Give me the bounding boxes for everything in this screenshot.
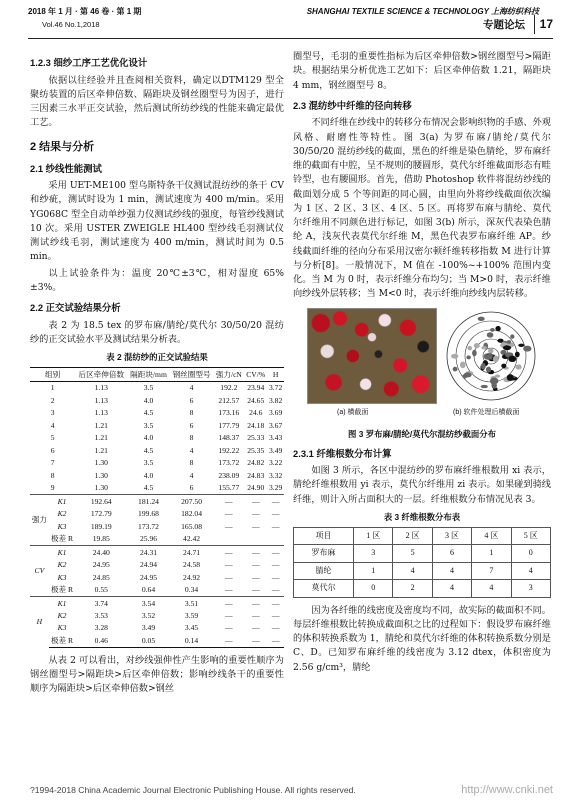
- table-2-cell: 3.29: [268, 483, 283, 493]
- table-3-cell: 7: [472, 562, 511, 579]
- table-2-cell: K3: [57, 521, 67, 531]
- table-2-cell: 1.30: [94, 470, 108, 480]
- page-header: [28, 6, 553, 36]
- left-column: [30, 50, 284, 699]
- table-2-cell: 3.5: [143, 420, 154, 430]
- table-2-cell: 24.58: [183, 560, 201, 570]
- table-2-cell: 192.22: [218, 445, 240, 455]
- table-2-cell: 5: [50, 433, 55, 443]
- table-3-cell: 6: [432, 545, 471, 562]
- table-2-cell: 172.79: [90, 509, 112, 519]
- table-2-cell: 3.52: [141, 611, 156, 620]
- volume-info: Vol.46 No.1,2018: [42, 20, 100, 29]
- table-2-cell: —: [225, 509, 233, 519]
- table-3-cell: 4 区: [472, 527, 511, 544]
- section-1-2-3-text: 依据以往经验并且查阅相关资料，确定以DTM129 型全聚纺装置的后区牵伸倍数、隔距块及钢丝圈型号为因子，进行三因素三水平正交试验，然后测试所纺纱线的性能来确定最优工艺。: [30, 74, 284, 129]
- section-2-title: 2 结果与分析: [30, 140, 95, 153]
- table-2-cell: 4: [189, 445, 194, 455]
- table-2-row: [30, 508, 284, 520]
- table-2-cell: 24.90: [247, 483, 265, 493]
- table-2-cell: 3.74: [75, 597, 127, 610]
- table-2-cell: —: [251, 509, 260, 519]
- table-2-cell: —: [244, 495, 267, 508]
- table-2-cell: —: [267, 597, 284, 610]
- table-2-cell: 3.72: [268, 383, 283, 393]
- table-2-cell: 6: [189, 483, 194, 493]
- table-2-cell: 8: [189, 458, 194, 468]
- table-2-cell: —: [244, 546, 267, 559]
- table-2-cell: 4.0: [143, 470, 154, 480]
- table-3-cell: 0: [354, 580, 393, 597]
- table-2-cell: 9: [50, 483, 55, 493]
- table-2-cell: 极差 R: [49, 634, 75, 647]
- table-3-cell: 5: [393, 545, 432, 562]
- table-2-row: [30, 469, 284, 481]
- table-2-cell: 3.43: [268, 433, 283, 443]
- table-2-cell: 极差 R: [50, 534, 74, 544]
- table-2-cell: —: [271, 572, 280, 582]
- table-2-cell: 24.18: [247, 420, 265, 430]
- table-2-header-cell: 强力/cN: [213, 368, 244, 381]
- table-2-body: [30, 381, 284, 647]
- table-2-cell: 0.34: [184, 585, 199, 595]
- section-2-3-1-text-2: 因为各纤维的线密度及密度均不同，故实际的截面积不同。每层纤维根数比转换成截面积之比的过程如下：假设罗布麻纤维的体积转换系数为 1，腈纶和莫代尔纤维的体积转换系数分别是 C、D。已知罗布麻纤维的线密度为 3.12 dtex，体积密度为 2.56 g/cm³，腈纶: [293, 604, 551, 673]
- figure-3: [293, 308, 551, 426]
- table-2-row: [30, 495, 284, 508]
- table-2-cell: 199.68: [138, 509, 159, 519]
- table-2-cell: 1.21: [94, 445, 108, 455]
- table-2-cell: —: [244, 597, 267, 610]
- table-2-cell: 189.19: [90, 521, 112, 531]
- figure-3a-caption: (a) 横截面: [337, 408, 369, 416]
- table-2-cell: —: [225, 560, 233, 570]
- table-2-row: [30, 610, 284, 622]
- table-2-cell: 173.72: [218, 458, 240, 468]
- table-2-cell: 3.28: [94, 623, 108, 633]
- table-3-cell: 1: [472, 545, 511, 562]
- table-2-cell: 8: [189, 408, 194, 418]
- table-2-cell: —: [271, 560, 280, 570]
- processed-cross-section-image: [443, 308, 539, 404]
- table-3-cell: 3 区: [432, 527, 471, 544]
- table-2-cell: 3.5: [143, 383, 154, 393]
- table-2-cell: —: [271, 521, 280, 531]
- table-2-cell: 0.46: [75, 634, 127, 647]
- table-2-cell: 3.22: [268, 458, 283, 468]
- section-2-1-text-1: 采用 UET-ME100 型乌斯特条干仪测试混纺纱的条干 CV 和纱疵，测试时设为 1 min，测试速度为 400 m/min。采用 YG068C 型全自动单纱强力仪测试纱线的强度，每管纱线测试 10 次。采用 USTER ZWEIGLE HL400 型纱线毛羽测试仪测试纱线毛羽，测试速度为 400 m/min，测试时间为 0.5 min。: [30, 180, 284, 263]
- table-2-cell: 0.14: [170, 634, 214, 647]
- table-2-cell: 4.5: [143, 445, 154, 455]
- table-2-cell: —: [251, 572, 260, 582]
- table-2-cell: —: [213, 634, 244, 647]
- table-2-cell: 1.13: [94, 383, 108, 393]
- table-2-cell: —: [251, 585, 260, 595]
- table-2-cell: 212.57: [218, 395, 240, 405]
- table-2-cell: 1.30: [94, 458, 108, 468]
- table-2-header-cell: 隔距块/mm: [127, 368, 169, 381]
- figure-3b-caption: (b) 软件处理后横截面: [453, 408, 520, 416]
- table-2-cell: K2: [57, 611, 67, 620]
- table-3-cell: 4: [432, 562, 471, 579]
- table-3-cell: 3: [354, 545, 393, 562]
- table-2-cell: 3.45: [184, 623, 199, 633]
- table-2-cell: 24.92: [183, 572, 201, 582]
- table-2-cell: 165.08: [181, 521, 202, 531]
- table-2-cell: —: [251, 611, 260, 620]
- table-2-cell: 8: [189, 433, 194, 443]
- table-2-cell: 24.82: [247, 458, 265, 468]
- table-2-cell: 0.64: [141, 585, 156, 595]
- table-3-cell: 1: [354, 562, 393, 579]
- right-column: [293, 50, 551, 677]
- section-2-3-title: 2.3 混纺纱中纤维的径向转移: [293, 99, 412, 111]
- table-2-cell: 24.40: [75, 546, 127, 559]
- table-2-header-cell: 后区牵伸倍数: [75, 368, 127, 381]
- table-2-cell: 25.35: [247, 445, 265, 455]
- section-1-2-3-title: 1.2.3 细纱工序工艺优化设计: [30, 57, 148, 68]
- table-2-cell: 3.69: [268, 408, 283, 418]
- table-2-cell: 1.30: [94, 483, 108, 493]
- section-2-1-title: 2.1 纱线性能测试: [30, 162, 102, 174]
- table-2-cell: —: [244, 634, 267, 647]
- table-3-cell: 2 区: [393, 527, 432, 544]
- table-2-cell: K1: [49, 546, 75, 559]
- table-2-cell: 1: [50, 383, 55, 393]
- table-3-row: [294, 562, 551, 579]
- table-2-header-row: [30, 368, 284, 381]
- table-3-cell: 4: [472, 580, 511, 597]
- table-2-cell: —: [213, 495, 244, 508]
- table-2-cell: 148.37: [218, 433, 240, 443]
- table-2-cell: 6: [50, 445, 55, 455]
- table-2-cell: 6: [189, 395, 194, 405]
- table-2-cell: —: [267, 495, 284, 508]
- table-2-discussion: 从表 2 可以看出，对纱线强伸性产生影响的重要性顺序为钢丝圈型号>隔距块>后区牵伸倍数；影响纱线条干的重要性顺序为隔距块>后区牵伸倍数>钢丝: [30, 654, 284, 695]
- table-2-cell: K1: [49, 597, 75, 610]
- table-2-cell: 3.49: [268, 445, 283, 455]
- table-2-cell: 3.32: [268, 470, 283, 480]
- table-3-cell: 4: [393, 562, 432, 579]
- table-2-header-cell: H: [267, 368, 284, 381]
- table-2-cell: K3: [57, 623, 67, 633]
- table-2-cell: —: [251, 521, 260, 531]
- table-2-row: [30, 520, 284, 532]
- table-2-cell: [244, 533, 267, 546]
- table-3-caption: 表 3 纤维根数分布表: [383, 511, 461, 522]
- table-2-cell: —: [225, 585, 233, 595]
- table-2-cell: 3.59: [184, 611, 199, 620]
- table-2-cell: —: [225, 521, 233, 531]
- table-3-cell: 3: [511, 580, 550, 597]
- table-3-cell: 4: [432, 580, 471, 597]
- table-2-cell: 173.72: [138, 521, 159, 531]
- table-2-cell: 2: [50, 395, 55, 405]
- table-2: [30, 367, 284, 648]
- table-2-cell: 192.64: [75, 495, 127, 508]
- table-2-cell: 4.5: [143, 483, 154, 493]
- table-2-cell: [213, 533, 244, 546]
- table-2-cell: —: [271, 509, 280, 519]
- table-2-cell: —: [213, 597, 244, 610]
- table-2-cell: 24.65: [247, 395, 265, 405]
- table-2-cell: 1.13: [94, 395, 108, 405]
- table-3-cell: 腈纶: [294, 562, 354, 579]
- table-2-cell: 42.42: [183, 534, 201, 544]
- table-2-row: [30, 597, 284, 610]
- table-2-cell: 24.95: [92, 560, 110, 570]
- table-3-cell: 4: [511, 562, 550, 579]
- table-2-cell: 4: [189, 470, 194, 480]
- page-number: 17: [534, 15, 553, 34]
- table-2-header-cell: 钢丝圈型号: [170, 368, 214, 381]
- figure-3-caption: 图 3 罗布麻/腈纶/莫代尔混纺纱截面分布: [348, 428, 496, 439]
- table-2-cell: K1: [49, 495, 75, 508]
- table-2-row: [30, 559, 284, 571]
- table-2-cell: 24.71: [170, 546, 214, 559]
- table-2-row: [30, 482, 284, 495]
- table-3-cell: 5 区: [511, 527, 550, 544]
- journal-name: SHANGHAI TEXTILE SCIENCE & TECHNOLOGY 上海纺织科技: [306, 7, 539, 16]
- table-2-cell: 1.21: [94, 420, 108, 430]
- table-2-cell: 25.96: [139, 534, 158, 544]
- table-2-cell: 4: [189, 383, 194, 393]
- table-2-cell: 0.05: [127, 634, 169, 647]
- section-2-3-1-text: 如图 3 所示，各区中混纺纱的罗布麻纤维根数用 xi 表示，腈纶纤维根数用 yi 表示，莫代尔纤维用 zi 表示。如果碰到骑线纤维，则计入所占面积大的一层。纤维根数分布情况见表 3。: [293, 465, 551, 505]
- table-2-cell: 3.51: [170, 597, 214, 610]
- table-2-cell: 1.21: [94, 433, 108, 443]
- section-2-3-text: 不同纤维在纱线中的转移分布情况会影响织物的手感、外观风格、耐磨性等特性。图 3(a) 为罗布麻/腈纶/莫代尔 30/50/20 混纺纱线的截面，黑色的纤维是染色腈纶，罗布麻纤维的截面有中腔，呈不规则的腰圆形，莫代尔纤维截面形态有畦铃型，也有腰圆形。首先，借助 Photoshop 软件将混纺纱线的截面划分成 5 个等间距的同心圆，由里向外将纱线截面依次编为 1 区、2 区、3 区、4 区、5 区。再将罗布麻与腈纶、莫代尔纤维用不同颜色进行标记，如图 3(b) 所示，深灰代表染色腈纶 A，浅灰代表莫代尔纤维 M，黑色代表罗布麻纤维 AP。纱线截面纤维的径向分布采用汉密尔顿纤维转移指数 M 进行计算与分析[8]。一般情况下，M 值在 -100%~+100% 范围内变化。当 M 为 0 时，表示纤维分布均匀；当 M>0 时，表示纤维向纱线外层转移；当 M<0 时，表示纤维向纱线内层转移。: [293, 117, 551, 300]
- table-2-row: [30, 571, 284, 583]
- table-2-row: [30, 381, 284, 394]
- table-2-group-label: H: [30, 597, 49, 648]
- table-2-cell: 24.31: [127, 546, 169, 559]
- table-2-row: [30, 407, 284, 419]
- table-3-cell: 罗布麻: [294, 545, 354, 562]
- table-2-cell: 0.55: [94, 585, 108, 595]
- table-2-cell: 181.24: [127, 495, 169, 508]
- table-2-cell: 25.33: [247, 433, 265, 443]
- table-2-group-label: CV: [30, 546, 49, 597]
- table-2-row: [30, 584, 284, 597]
- table-2-row: [30, 432, 284, 444]
- table-2-row: [30, 634, 284, 647]
- table-2-cell: K2: [57, 509, 67, 519]
- table-2-cell: —: [213, 546, 244, 559]
- table-2-cell: 207.50: [170, 495, 214, 508]
- table-3: [293, 527, 551, 598]
- table-2-cell: —: [251, 560, 260, 570]
- table-2-cell: 238.09: [218, 470, 240, 480]
- table-2-group-label: 强力: [30, 495, 49, 546]
- issue-info: 2018 年 1 月 · 第 46 卷 · 第 1 期: [28, 7, 142, 16]
- continued-text: 圈型号，毛羽的重要性指标为后区牵伸倍数>钢丝圈型号>隔距块。根据结果分析优选工艺如下：后区牵伸倍数 1.21，隔距块 4 mm，钢丝圈型号 8。: [293, 51, 551, 91]
- table-2-cell: 24.95: [139, 572, 158, 582]
- table-2-cell: 24.85: [92, 572, 110, 582]
- table-2-cell: 177.79: [218, 420, 240, 430]
- watermark: http://www.cnki.net: [461, 784, 553, 796]
- table-3-cell: 莫代尔: [294, 580, 354, 597]
- table-2-cell: 3.5: [143, 458, 154, 468]
- table-2-cell: 24.83: [247, 470, 265, 480]
- table-2-cell: 24.6: [249, 408, 263, 418]
- section-2-1-text-2: 以上试验条件为：温度 20℃±3℃，相对湿度 65%±3%。: [30, 267, 284, 293]
- table-2-row: [30, 444, 284, 456]
- table-3-cell: 0: [511, 545, 550, 562]
- table-3-cell: 项目: [294, 527, 354, 544]
- table-2-cell: 8: [50, 470, 55, 480]
- table-2-cell: —: [267, 634, 284, 647]
- table-2-cell: K3: [57, 572, 67, 582]
- table-2-cell: 3.49: [141, 623, 156, 633]
- section-2-3-1-title: 2.3.1 纤维根数分布计算: [293, 447, 392, 459]
- table-2-cell: 3.54: [127, 597, 169, 610]
- table-2-row: [30, 419, 284, 431]
- table-2-row: [30, 622, 284, 634]
- table-2-caption: 表 2 混纺纱的正交试验结果: [106, 352, 208, 363]
- table-3-cell: 2: [393, 580, 432, 597]
- table-2-row: [30, 457, 284, 469]
- table-2-row: [30, 533, 284, 546]
- table-2-cell: 173.16: [218, 408, 240, 418]
- table-2-cell: —: [225, 611, 233, 620]
- table-2-header-cell: 组别: [30, 368, 75, 381]
- table-2-cell: 23.94: [247, 383, 265, 393]
- table-2-cell: 19.85: [92, 534, 110, 544]
- section-2-2-text: 表 2 为 18.5 tex 的罗布麻/腈纶/莫代尔 30/50/20 混纺纱的正交试验水平及测试结果分析表。: [30, 319, 284, 346]
- table-2-cell: 4: [50, 420, 55, 430]
- table-2-cell: 1.13: [94, 408, 108, 418]
- table-2-cell: 3.67: [268, 420, 283, 430]
- table-2-cell: K2: [57, 560, 67, 570]
- table-2-cell: 4.0: [143, 433, 154, 443]
- header-rule: [28, 38, 553, 39]
- table-2-cell: 24.94: [139, 560, 158, 570]
- table-3-cell: 1 区: [354, 527, 393, 544]
- table-2-cell: 7: [50, 458, 55, 468]
- table-2-cell: —: [267, 546, 284, 559]
- table-2-cell: —: [251, 623, 260, 633]
- table-2-row: [30, 546, 284, 559]
- table-2-cell: [267, 533, 284, 546]
- section-name: 专题论坛: [483, 19, 525, 31]
- table-2-header-cell: CV/%: [244, 368, 267, 381]
- table-2-cell: —: [271, 623, 280, 633]
- table-3-row: [294, 545, 551, 562]
- table-3-header-row: [294, 527, 551, 544]
- table-2-cell: 6: [189, 420, 194, 430]
- copyright-footer: ?1994-2018 China Academic Journal Electronic Publishing House. All rights reserved.: [30, 785, 356, 795]
- table-2-cell: 极差 R: [50, 585, 74, 595]
- table-2-cell: 3.82: [268, 395, 283, 405]
- section-2-2-title: 2.2 正交试验结果分析: [30, 302, 121, 314]
- table-2-cell: —: [271, 585, 280, 595]
- table-2-cell: 4.0: [143, 395, 154, 405]
- table-2-cell: 155.77: [218, 483, 240, 493]
- cross-section-photo: [307, 308, 437, 404]
- table-2-cell: —: [225, 623, 233, 633]
- table-2-cell: 3: [50, 408, 55, 418]
- table-3-row: [294, 580, 551, 597]
- table-2-cell: 192.2: [220, 383, 238, 393]
- table-2-cell: —: [271, 611, 280, 620]
- table-2-cell: 4.5: [143, 408, 154, 418]
- table-2-cell: 3.53: [94, 611, 108, 620]
- table-2-row: [30, 394, 284, 406]
- table-2-cell: —: [225, 572, 233, 582]
- table-2-cell: 182.04: [181, 509, 202, 519]
